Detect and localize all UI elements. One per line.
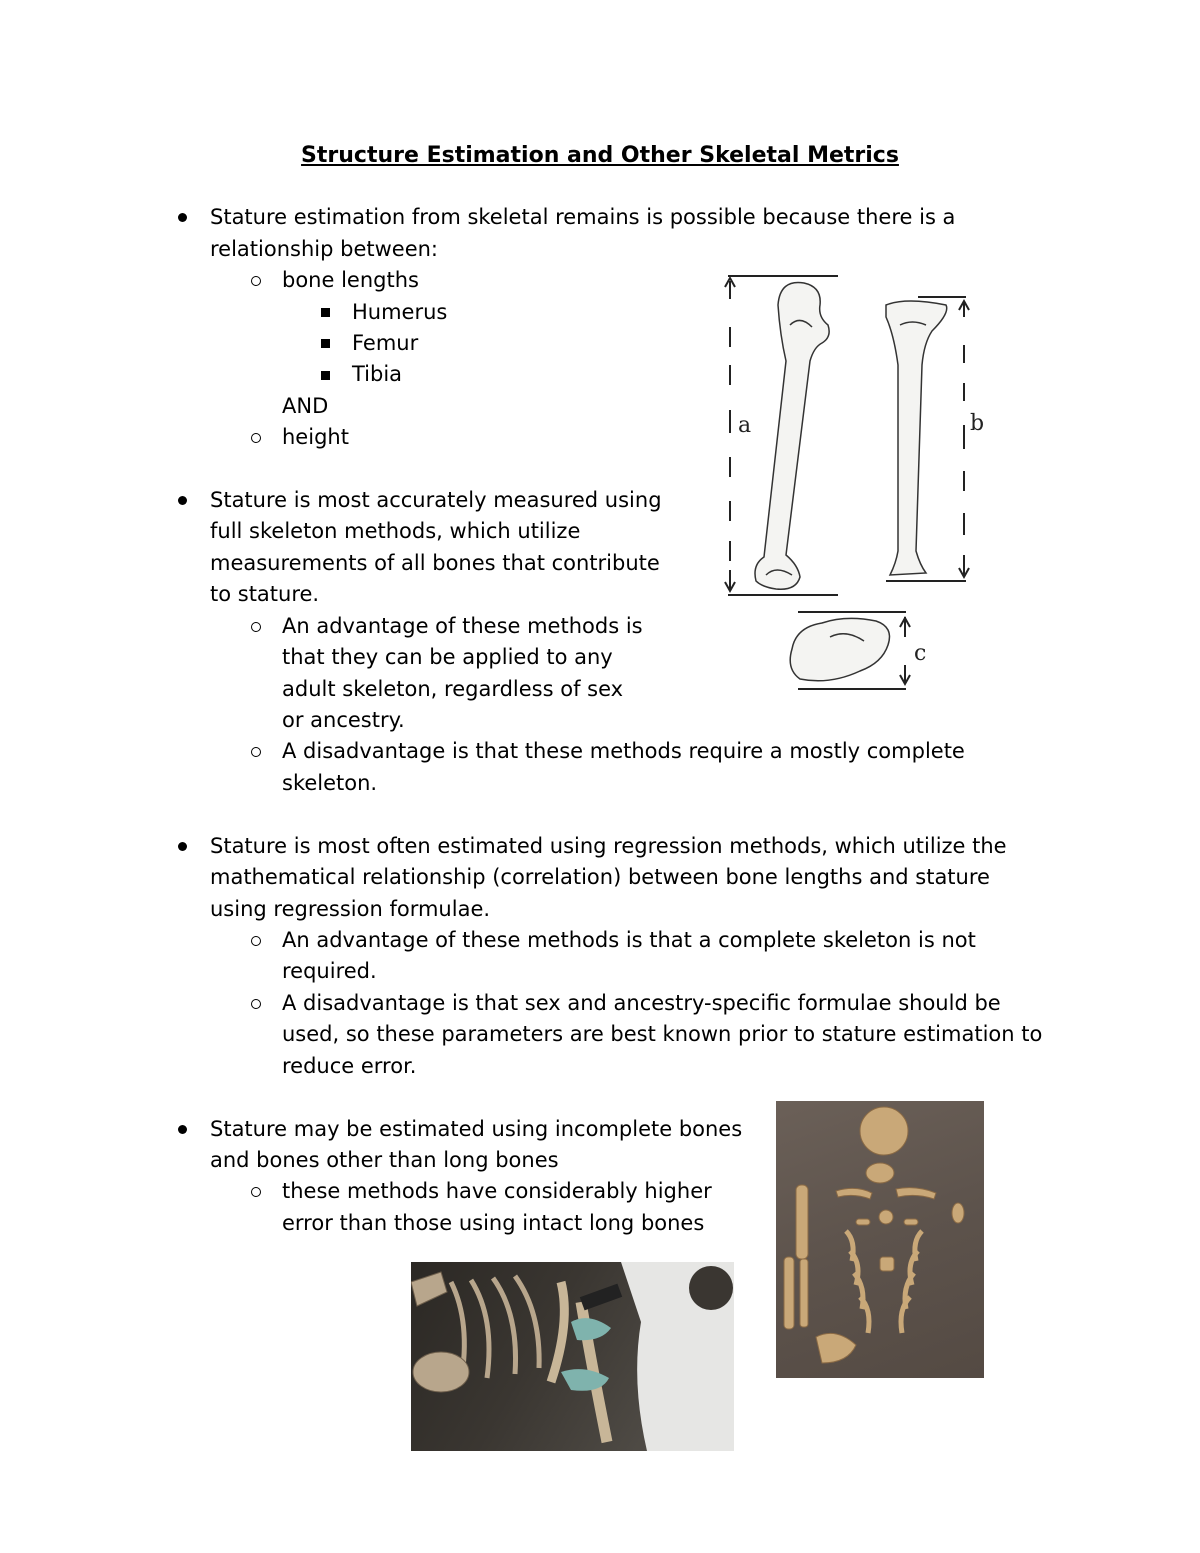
hollow-bullet-icon bbox=[251, 433, 261, 443]
hollow-bullet-icon bbox=[251, 1187, 261, 1197]
text-line: An advantage of these methods is that a complete skeleton is not bbox=[282, 928, 976, 952]
text-line: relationship between: bbox=[210, 237, 438, 261]
text-line: measurements of all bones that contribute bbox=[210, 551, 660, 575]
text-line: that they can be applied to any bbox=[282, 645, 613, 669]
text-line: Stature is most often estimated using regression methods, which utilize the bbox=[210, 834, 1007, 858]
text-line: A disadvantage is that these methods require a mostly complete bbox=[282, 739, 965, 763]
square-bullet-icon bbox=[321, 308, 330, 317]
hollow-bullet-icon bbox=[251, 936, 261, 946]
text-line: Tibia bbox=[352, 362, 403, 386]
text-line: required. bbox=[282, 959, 377, 983]
text-line: and bones other than long bones bbox=[210, 1148, 559, 1172]
bullet-icon bbox=[178, 213, 187, 222]
skeleton-remains-photo bbox=[776, 1101, 984, 1378]
text-line: reduce error. bbox=[282, 1054, 417, 1078]
text-line: Stature is most accurately measured using bbox=[210, 488, 662, 512]
text-line: to stature. bbox=[210, 582, 320, 606]
bullet-icon bbox=[178, 1125, 187, 1134]
text-line: error than those using intact long bones bbox=[282, 1211, 705, 1235]
hollow-bullet-icon bbox=[251, 276, 261, 286]
hollow-bullet-icon bbox=[251, 622, 261, 632]
bone-measurement-figure bbox=[700, 265, 1000, 705]
bullet-icon bbox=[178, 842, 187, 851]
text-line: An advantage of these methods is bbox=[282, 614, 643, 638]
laboratory-photo bbox=[411, 1262, 734, 1451]
text-line: these methods have considerably higher bbox=[282, 1179, 712, 1203]
text-line: used, so these parameters are best known prior to stature estimation to bbox=[282, 1022, 1043, 1046]
text-line: or ancestry. bbox=[282, 708, 405, 732]
figure-label-b: b bbox=[970, 411, 985, 436]
text-line: Stature may be estimated using incomplete bones bbox=[210, 1117, 743, 1141]
text-line: A disadvantage is that sex and ancestry-specific formulae should be bbox=[282, 991, 1001, 1015]
square-bullet-icon bbox=[321, 339, 330, 348]
text-line: bone lengths bbox=[282, 268, 419, 292]
text-line: Humerus bbox=[352, 300, 448, 324]
hollow-bullet-icon bbox=[251, 999, 261, 1009]
figure-label-c: c bbox=[914, 641, 927, 666]
square-bullet-icon bbox=[321, 371, 330, 380]
hollow-bullet-icon bbox=[251, 747, 261, 757]
text-line: Femur bbox=[352, 331, 419, 355]
text-line: AND bbox=[282, 394, 329, 418]
text-line: using regression formulae. bbox=[210, 897, 491, 921]
text-line: mathematical relationship (correlation) between bone lengths and stature bbox=[210, 865, 990, 889]
text-line: full skeleton methods, which utilize bbox=[210, 519, 581, 543]
text-line: Stature estimation from skeletal remains is possible because there is a bbox=[210, 205, 956, 229]
bullet-icon bbox=[178, 496, 187, 505]
text-line: height bbox=[282, 425, 349, 449]
page-title: Structure Estimation and Other Skeletal Metrics bbox=[301, 143, 899, 168]
text-line: skeleton. bbox=[282, 771, 378, 795]
figure-label-a: a bbox=[738, 413, 752, 438]
text-line: adult skeleton, regardless of sex bbox=[282, 677, 624, 701]
